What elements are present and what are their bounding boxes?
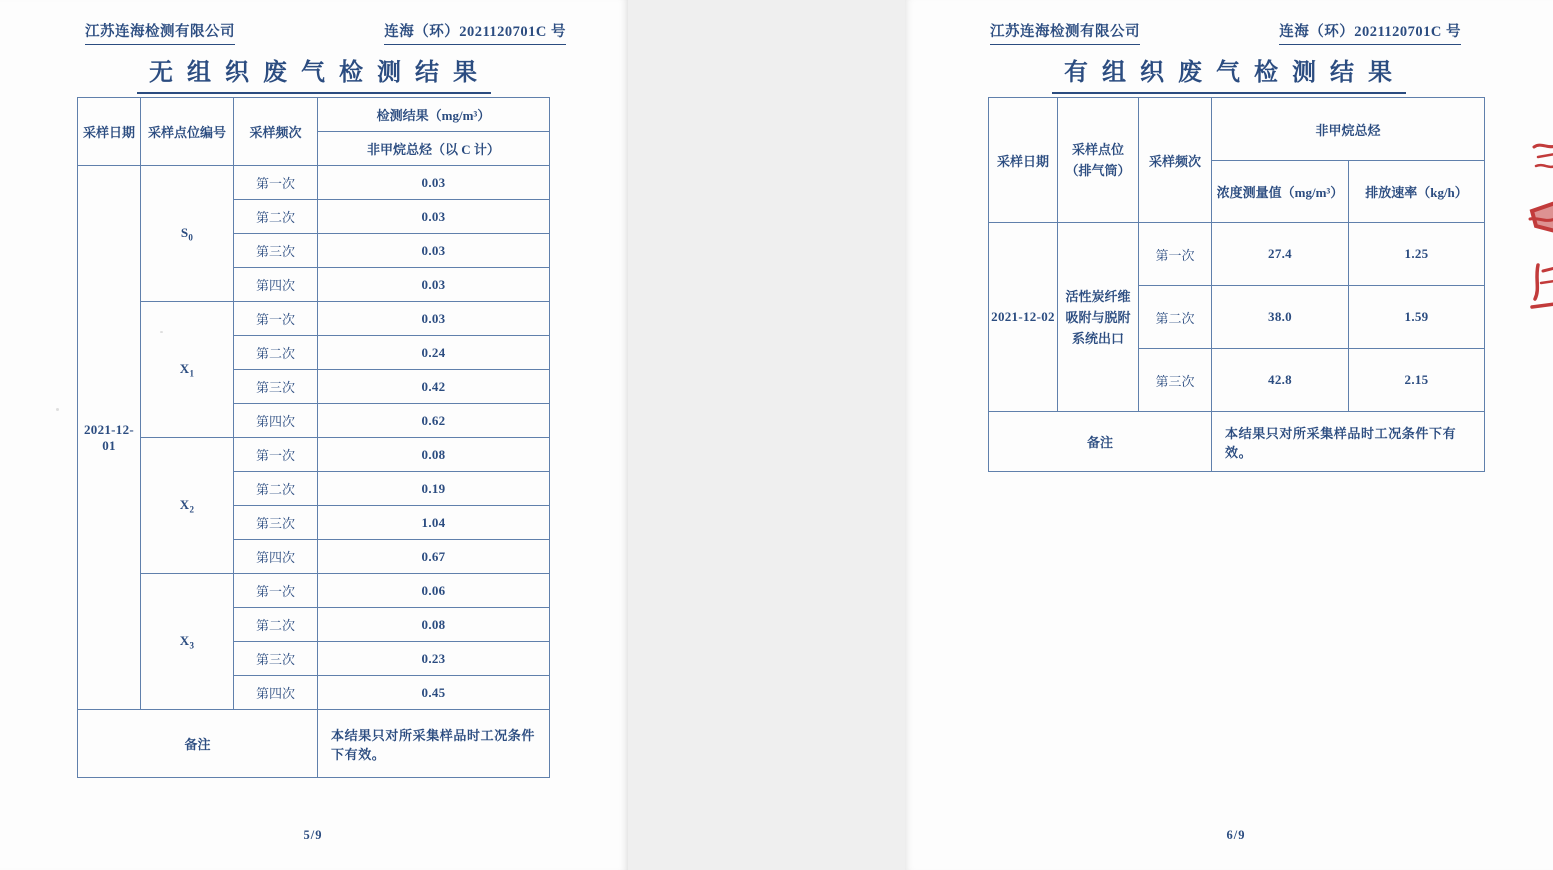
cell-freq: 第一次 (234, 166, 318, 200)
cell-value: 0.03 (318, 200, 550, 234)
cell-freq: 第一次 (234, 574, 318, 608)
header-freq: 采样频次 (234, 98, 318, 166)
remark-text: 本结果只对所采集样品时工况条件下有效。 (1212, 412, 1485, 472)
cell-value: 0.03 (318, 234, 550, 268)
table-row (78, 302, 550, 336)
cell-point-x3: $X_3$ (141, 574, 234, 710)
header-rate: 排放速率（kg/h） (1349, 161, 1485, 223)
cell-value: 0.03 (318, 302, 550, 336)
header-span-nmhc: 非甲烷总烃 (1212, 98, 1485, 161)
cell-freq: 第三次 (234, 506, 318, 540)
cell-rate: 1.59 (1349, 286, 1485, 349)
header-date: 采样日期 (78, 98, 141, 166)
cell-concentration: 42.8 (1212, 349, 1349, 412)
table-row (78, 574, 550, 608)
cell-value: 0.03 (318, 166, 550, 200)
red-ink-strokes-icon (1524, 133, 1553, 313)
table-header-row (78, 98, 550, 132)
cell-date: 2021-12-02 (989, 223, 1058, 412)
cell-value: 0.08 (318, 438, 550, 472)
organized-gas-results-table (988, 97, 1485, 472)
header-point: 采样点位编号 (141, 98, 234, 166)
company-name: 江苏连海检测有限公司 (990, 20, 1140, 45)
cell-rate: 2.15 (1349, 349, 1485, 412)
header-date: 采样日期 (989, 98, 1058, 223)
cell-sampling-point: 活性炭纤维 吸附与脱附 系统出口 (1058, 223, 1139, 412)
cell-freq: 第二次 (234, 336, 318, 370)
cell-freq: 第一次 (234, 438, 318, 472)
header-freq: 采样频次 (1139, 98, 1212, 223)
scanned-page-left (0, 0, 628, 870)
red-ink-marks (1524, 133, 1553, 313)
cell-freq: 第四次 (234, 676, 318, 710)
company-name: 江苏连海检测有限公司 (85, 20, 235, 45)
remark-row (989, 412, 1485, 472)
report-title: 有组织废气检测结果 (905, 52, 1553, 94)
page-number: 5/9 (303, 828, 323, 842)
page-header (905, 20, 1553, 45)
remark-row (78, 710, 550, 778)
cell-value: 0.23 (318, 642, 550, 676)
scanned-page-right (905, 0, 1553, 870)
cell-freq: 第四次 (234, 404, 318, 438)
cell-rate: 1.25 (1349, 223, 1485, 286)
cell-value: 0.45 (318, 676, 550, 710)
report-number: 连海（环）2021120701C 号 (384, 20, 566, 45)
cell-value: 0.19 (318, 472, 550, 506)
cell-value: 0.06 (318, 574, 550, 608)
page-gutter (628, 0, 905, 870)
unorganized-gas-results-table (77, 97, 550, 778)
table-header-row (989, 98, 1485, 161)
cell-freq: 第三次 (234, 642, 318, 676)
cell-freq: 第一次 (234, 302, 318, 336)
cell-freq: 第三次 (234, 234, 318, 268)
table-row (78, 438, 550, 472)
cell-freq: 第三次 (234, 370, 318, 404)
cell-freq: 第四次 (234, 540, 318, 574)
report-number: 连海（环）2021120701C 号 (1279, 20, 1461, 45)
header-point: 采样点位 （排气筒） (1058, 98, 1139, 223)
cell-freq: 第一次 (1139, 223, 1212, 286)
cell-value: 1.04 (318, 506, 550, 540)
page-number: 6/9 (1226, 828, 1246, 842)
cell-value: 0.62 (318, 404, 550, 438)
cell-freq: 第二次 (234, 472, 318, 506)
remark-label: 备注 (989, 412, 1212, 472)
header-result-sub: 非甲烷总烃（以 C 计） (318, 132, 550, 166)
table-row (78, 166, 550, 200)
scan-speck (56, 408, 59, 411)
cell-freq: 第二次 (234, 608, 318, 642)
scan-speck (160, 331, 163, 333)
cell-value: 0.67 (318, 540, 550, 574)
remark-text: 本结果只对所采集样品时工况条件下有效。 (318, 710, 550, 778)
cell-value: 0.08 (318, 608, 550, 642)
header-result: 检测结果（mg/m³） (318, 98, 550, 132)
cell-freq: 第四次 (234, 268, 318, 302)
cell-concentration: 38.0 (1212, 286, 1349, 349)
cell-point-s0: $S_0$ (141, 166, 234, 302)
cell-freq: 第三次 (1139, 349, 1212, 412)
cell-value: 0.03 (318, 268, 550, 302)
cell-freq: 第二次 (1139, 286, 1212, 349)
remark-label: 备注 (78, 710, 318, 778)
table-row (989, 223, 1485, 286)
page-header (0, 20, 628, 45)
header-concentration: 浓度测量值（mg/m³） (1212, 161, 1349, 223)
cell-point-x2: $X_2$ (141, 438, 234, 574)
cell-point-x1: $X_1$ (141, 302, 234, 438)
report-title: 无组织废气检测结果 (0, 52, 628, 94)
cell-value: 0.42 (318, 370, 550, 404)
cell-date: 2021-12-01 (78, 166, 141, 710)
cell-freq: 第二次 (234, 200, 318, 234)
cell-concentration: 27.4 (1212, 223, 1349, 286)
cell-value: 0.24 (318, 336, 550, 370)
